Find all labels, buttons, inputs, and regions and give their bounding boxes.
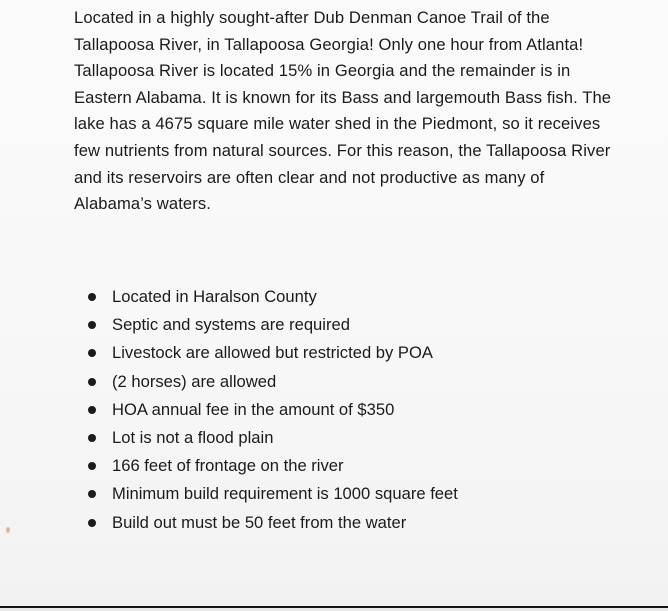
description-paragraph: Located in a highly sought-after Dub Denman Canoe Trail of the Tallapoosa River, in Tallapoosa Georgia! Only one hour from Atlanta! Tallapoosa River is located 15% in Georgia and the remainder is in Eastern Alabama. It is known for its Bass and largemouth Bass fish. The lake has a 4675 square mile water shed in the Piedmont, so it receives few nutrients from natural sources. For this reason, the Tallapoosa River and its reservoirs are often clear and not productive as many of Alabama’s waters. [74,8,612,214]
bullet-icon [88,434,96,442]
list-item-text: (2 horses) are allowed [112,371,277,391]
bullet-icon [88,321,96,329]
list-item-text: Build out must be 50 feet from the water [112,512,407,532]
list-item-text: Septic and systems are required [112,315,350,335]
bullet-icon [88,406,96,414]
list-item [86,283,458,311]
paper-speck [6,527,10,533]
list-item [86,452,458,480]
feature-list [86,283,458,537]
bullet-icon [88,378,96,386]
list-item [86,339,458,367]
list-item-text: Located in Haralson County [112,287,317,306]
list-item [86,480,458,508]
list-item-text: Minimum build requirement is 1000 square feet [112,484,458,504]
bullet-icon [88,490,96,498]
bullet-icon [88,293,96,301]
list-item-text: HOA annual fee in the amount of $350 [112,399,395,419]
bullet-icon [88,349,96,357]
bullet-icon [88,519,96,527]
list-item [86,424,458,452]
list-item-text: 166 feet of frontage on the river [112,456,344,476]
list-item [86,368,458,396]
list-item [86,509,458,537]
bullet-icon [88,462,96,470]
list-item-text: Livestock are allowed but restricted by POA [112,343,433,363]
list-item [86,311,458,339]
list-item [86,396,458,424]
list-item-text: Lot is not a flood plain [112,427,274,447]
